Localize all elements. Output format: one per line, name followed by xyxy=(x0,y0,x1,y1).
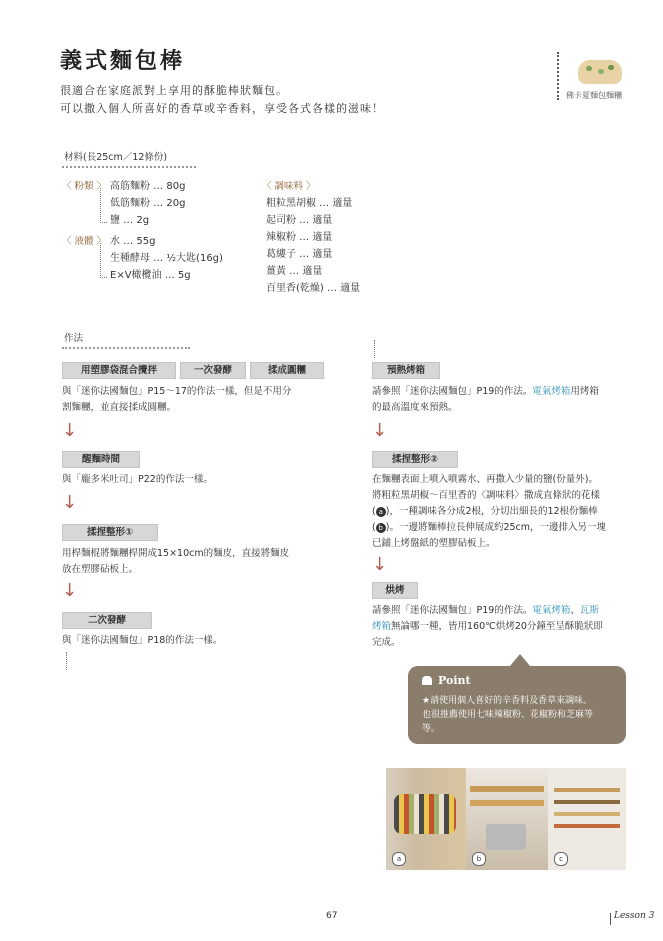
down-arrow-icon: ↓ xyxy=(372,420,388,441)
step-text: 的最高溫度來預熱。 xyxy=(372,402,458,413)
step-text: ( b )。一邊將麵棒拉長伸展成約25cm，一邊排入另一塊 xyxy=(372,522,607,533)
step-text: 請參照「迷你法國麵包」P19的作法。電氣烤箱、瓦斯 xyxy=(372,605,599,616)
seasoning-label: 〈 調味料 〉 xyxy=(262,181,316,192)
step-dots xyxy=(66,652,67,670)
photo-b xyxy=(466,768,548,870)
down-arrow-icon: ↓ xyxy=(62,492,78,513)
photo-label: b xyxy=(472,852,486,866)
lesson-label: Lesson 3 xyxy=(614,911,655,921)
scraper xyxy=(486,824,526,850)
flour-item: 低筋麵粉 … 20g xyxy=(110,198,186,209)
bread-stick xyxy=(554,812,620,816)
marker-b: b xyxy=(376,523,386,533)
step-button-mix: 用塑膠袋混合攪拌 xyxy=(62,362,176,379)
down-arrow-icon: ↓ xyxy=(62,420,78,441)
footer-divider xyxy=(610,913,611,925)
step-text: 烤箱無論哪一種，皆用160℃烘烤20分鐘至呈酥脆狀即 xyxy=(372,621,603,632)
step-text: 請參照「迷你法國麵包」P19的作法。電氣烤箱用烤箱 xyxy=(372,386,599,397)
point-text: 等。 xyxy=(422,724,441,734)
method-underline xyxy=(62,347,190,349)
bread-stick xyxy=(554,824,620,828)
flour-item: 鹽 … 2g xyxy=(110,215,150,226)
intro-line-1: 很適合在家庭派對上享用的酥脆棒狀麵包。 xyxy=(60,84,288,97)
flour-bracket xyxy=(100,188,107,223)
liquid-item: 生種酵母 … ½大匙(16g) xyxy=(110,253,223,264)
point-text: 也很推薦使用七味辣椒粉、花椒粉和芝麻等 xyxy=(422,710,594,720)
step-text: 完成。 xyxy=(372,637,401,648)
focaccia-dough-image xyxy=(578,60,622,84)
page-title: 義式麵包棒 xyxy=(60,49,186,74)
intro-line-2: 可以撒入個人所喜好的香草或辛香料，享受各式各樣的滋味！ xyxy=(60,102,384,115)
step-text: 將粗粒黑胡椒～百里香的〈調味料〉撒成直條狀的花樣 xyxy=(372,490,601,501)
point-pointer xyxy=(510,654,530,666)
bread-icon xyxy=(422,676,432,685)
liquid-bracket xyxy=(100,243,107,278)
side-label: 佛卡夏麵包麵糰 xyxy=(566,91,622,100)
step-text: 放在塑膠砧板上。 xyxy=(62,564,139,575)
step-text: 與「迷你法國麵包」P18的作法一樣。 xyxy=(62,635,223,646)
step-button-shape-2: 揉捏整形② xyxy=(372,451,458,468)
materials-heading: 材料(長25cm／12條份) xyxy=(64,152,168,163)
step-button-rest: 醒麵時間 xyxy=(62,451,140,468)
photo-c xyxy=(548,768,626,870)
step-button-preheat: 預熱烤箱 xyxy=(372,362,440,379)
liquid-item: E×V橄欖油 … 5g xyxy=(110,270,191,281)
step-text: 割麵糰，並直接揉成圓糰。 xyxy=(62,402,177,413)
seasoned-dough xyxy=(394,794,456,834)
side-divider xyxy=(557,52,559,100)
photo-a xyxy=(386,768,466,870)
step-text: 與「龐多米吐司」P22的作法一樣。 xyxy=(62,474,213,485)
seasoning-item: 百里香(乾燥) … 適量 xyxy=(266,283,361,294)
point-text: ★請使用個人喜好的辛香料及香草來調味。 xyxy=(422,696,593,706)
seasoning-item: 起司粉 … 適量 xyxy=(266,215,333,226)
step-button-second-rise: 二次發酵 xyxy=(62,612,152,629)
materials-underline xyxy=(62,166,196,168)
seasoning-item: 薑黃 … 適量 xyxy=(266,266,323,277)
step-text: 在麵糰表面上噴入噴霧水、再撒入少量的鹽(份量外)。 xyxy=(372,474,598,485)
down-arrow-icon: ↓ xyxy=(372,554,388,575)
seasoning-item: 辣椒粉 … 適量 xyxy=(266,232,333,243)
bread-stick xyxy=(554,800,620,804)
dough-strip xyxy=(470,800,544,806)
down-arrow-icon: ↓ xyxy=(62,580,78,601)
step-button-bake: 烘烤 xyxy=(372,582,418,599)
right-top-dots xyxy=(374,340,375,358)
dough-strip xyxy=(470,786,544,792)
bread-stick xyxy=(554,788,620,792)
method-heading: 作法 xyxy=(64,333,84,344)
step-text: 與「迷你法國麵包」P15～17的作法一樣，但是不用分 xyxy=(62,386,292,397)
step-button-shape-ball: 揉成圓糰 xyxy=(250,362,324,379)
step-text: 已鋪上烤盤紙的塑膠砧板上。 xyxy=(372,538,496,549)
liquid-label: 〈 液體 〉 xyxy=(62,236,107,247)
step-text: ( a )，一種調味各分成2根，分切出細長的12根份麵棒 xyxy=(372,506,598,517)
step-text: 用桿麵棍將麵糰桿開成15×10cm的麵皮，直接將麵皮 xyxy=(62,548,290,559)
flour-item: 高筋麵粉 … 80g xyxy=(110,181,186,192)
step-button-shape-1: 揉捏整形① xyxy=(62,524,158,541)
step-button-first-rise: 一次發酵 xyxy=(180,362,246,379)
flour-label: 〈 粉類 〉 xyxy=(62,181,107,192)
liquid-item: 水 … 55g xyxy=(110,236,156,247)
point-title: Point xyxy=(438,674,471,687)
seasoning-item: 粗粒黑胡椒 … 適量 xyxy=(266,198,353,209)
marker-a: a xyxy=(376,507,386,517)
photo-label: c xyxy=(554,852,568,866)
point-box xyxy=(408,666,626,744)
page-number: 67 xyxy=(326,911,338,921)
seasoning-item: 葛縷子 … 適量 xyxy=(266,249,333,260)
photo-label: a xyxy=(392,852,406,866)
